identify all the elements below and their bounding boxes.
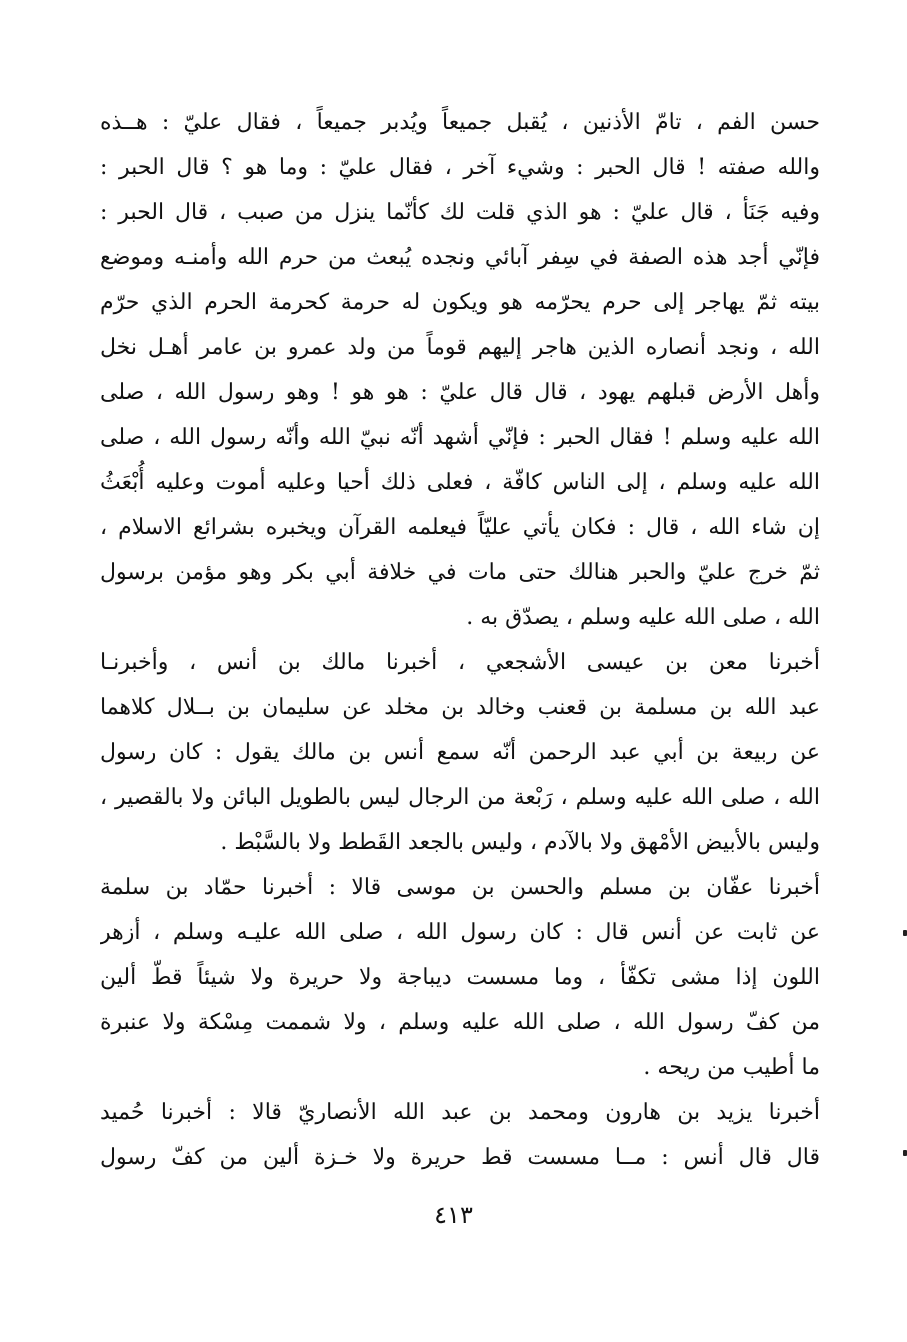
- text-line: من كفّ رسول الله ، صلى الله عليه وسلم ، ولا شممت مِسْكة ولا عنبرة: [100, 1010, 820, 1035]
- paragraph-4: [100, 1090, 820, 1180]
- scan-speck: [903, 1150, 907, 1156]
- text-line: الله ، ونجد أنصاره الذين هاجر إليهم قوماً من ولد عمرو بن عامر أهـل نخل: [100, 335, 820, 360]
- text-line: عبد الله بن مسلمة بن قعنب وخالد بن مخلد عن سليمان بن بــلال كلاهما: [100, 695, 820, 720]
- page-number: ٤١٣: [434, 1201, 473, 1229]
- paragraph-3: [100, 865, 820, 1090]
- text-line: وليس بالأبيض الأمْهق ولا بالآدم ، وليس بالجعد القَطط ولا بالسَّبْط .: [220, 830, 820, 855]
- text-line: أخبرنا معن بن عيسى الأشجعي ، أخبرنا مالك بن أنس ، وأخبرنـا: [100, 650, 820, 675]
- text-line: والله صفته ! قال الحبر : وشيء آخر ، فقال عليّ : وما هو ؟ قال الحبر :: [100, 155, 820, 180]
- text-line: وفيه جَنَأ ، قال عليّ : هو الذي قلت لك كأنّما ينزل من صبب ، قال الحبر :: [100, 200, 820, 225]
- paragraph-1: [100, 100, 820, 640]
- text-line: ثمّ خرج عليّ والحبر هنالك حتى مات في خلافة أبي بكر وهو مؤمن برسول: [100, 560, 820, 585]
- text-line: الله ، صلى الله عليه وسلم ، رَبْعة من الرجال ليس بالطويل البائن ولا بالقصير ،: [100, 785, 820, 810]
- text-line: قال قال أنس : مــا مسست قط حريرة ولا خـزة ألين من كفّ رسول: [100, 1145, 820, 1170]
- text-line: الله عليه وسلم ، إلى الناس كافّة ، فعلى ذلك أحيا وعليه أموت وعليه أُبْعَثُ: [100, 470, 820, 495]
- scan-speck: [903, 930, 907, 936]
- text-line: الله عليه وسلم ! فقال الحبر : فإنّي أشهد أنّه نبيّ الله وأنّه رسول الله ، صلى: [100, 425, 820, 450]
- paragraph-2: [100, 640, 820, 865]
- text-line: عن ثابت عن أنس قال : كان رسول الله ، صلى الله عليـه وسلم ، أزهر: [100, 920, 820, 945]
- text-line: الله ، صلى الله عليه وسلم ، يصدّق به .: [466, 605, 820, 630]
- text-line: بيته ثمّ يهاجر إلى حرم يحرّمه هو ويكون له حرمة كحرمة الحرم الذي حرّم: [100, 290, 820, 315]
- text-line: أخبرنا عفّان بن مسلم والحسن بن موسى قالا : أخبرنا حمّاد بن سلمة: [100, 875, 820, 900]
- text-line: إن شاء الله ، قال : فكان يأتي عليّاً فيعلمه القرآن ويخبره بشرائع الاسلام ،: [100, 515, 820, 540]
- text-line: ما أطيب من ريحه .: [643, 1055, 820, 1080]
- text-line: أخبرنا يزيد بن هارون ومحمد بن عبد الله الأنصاريّ قالا : أخبرنا حُميد: [100, 1100, 820, 1125]
- text-line: حسن الفم ، تامّ الأذنين ، يُقبل جميعاً ويُدبر جميعاً ، فقال عليّ : هــذه: [100, 110, 820, 135]
- text-line: وأهل الأرض قبلهم يهود ، قال قال عليّ : هو هو ! وهو رسول الله ، صلى: [100, 380, 820, 405]
- text-line: فإنّي أجد هذه الصفة في سِفر آبائي ونجده يُبعث من حرم الله وأمنـه وموضع: [100, 245, 820, 270]
- body-text: [100, 100, 820, 1180]
- text-line: اللون إذا مشى تكفّأ ، وما مسست ديباجة ولا حريرة ولا شيئاً قطّ ألين: [100, 965, 820, 990]
- text-line: عن ربيعة بن أبي عبد الرحمن أنّه سمع أنس بن مالك يقول : كان رسول: [100, 740, 820, 765]
